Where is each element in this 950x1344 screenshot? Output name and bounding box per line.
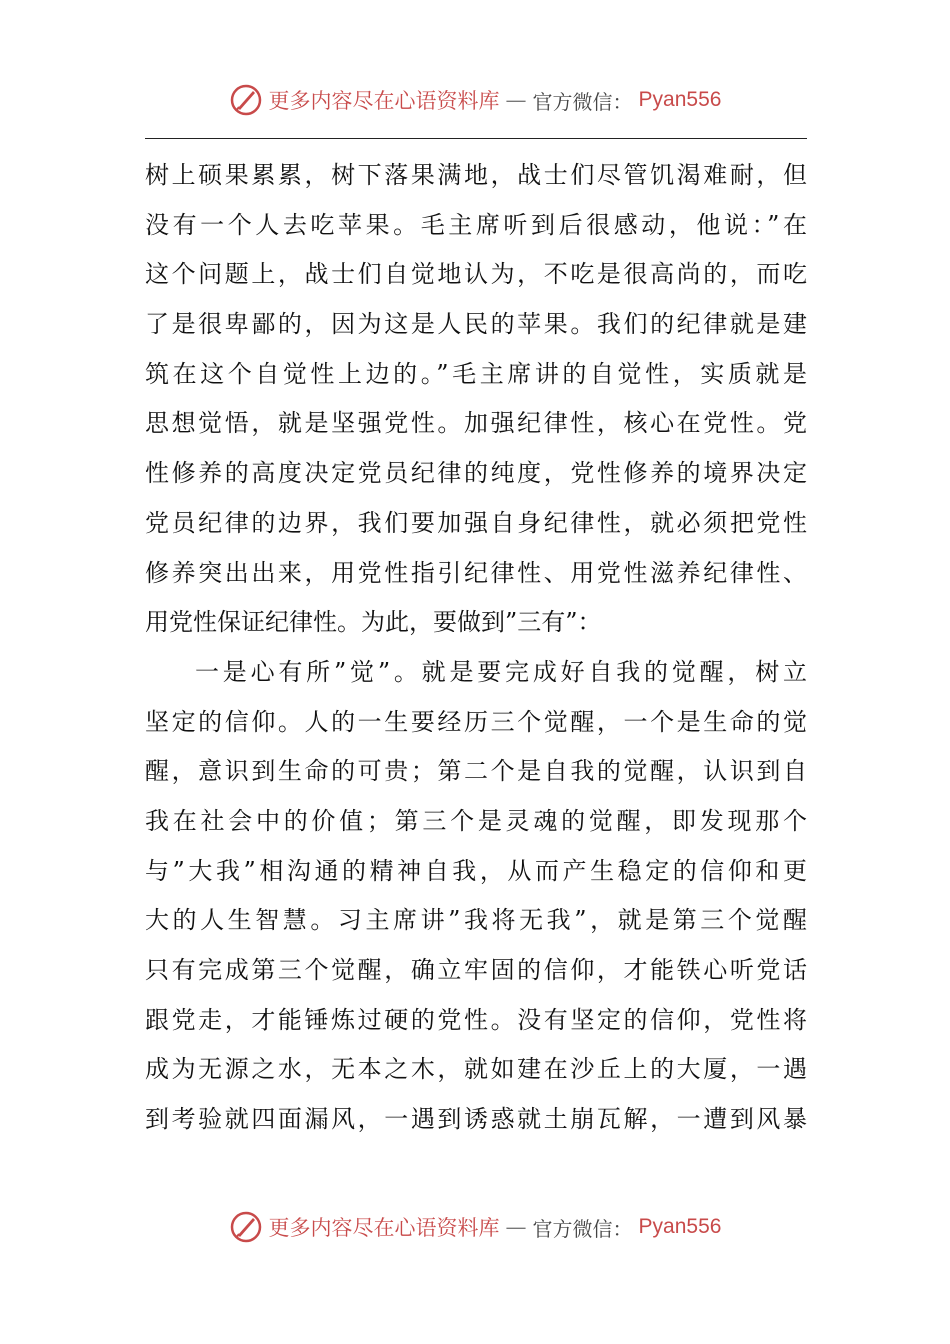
body-line-6: 思想觉悟，就是坚强党性。加强纪律性，核心在党性。党 [145,409,807,438]
footer-site-text: 更多内容尽在心语资料库 [268,1216,500,1240]
body-line-4: 了是很卑鄙的，因为这是人民的苹果。我们的纪律就是建 [145,310,807,339]
footer-wechat-id: Pyan556 [638,1215,722,1238]
body-line-11: 一是心有所”觉”。就是要完成好自我的觉醒，树立 [195,657,807,686]
header-wechat-id: Pyan556 [638,88,722,111]
header-banner [0,83,950,117]
body-line-13: 醒，意识到生命的可贵；第二个是自我的觉醒，认识到自 [145,757,807,786]
body-line-10: 用党性保证纪律性。为此，要做到”三有”： [145,608,602,637]
body-line-9: 修养突出出来，用党性指引纪律性、用党性滋养纪律性、 [145,558,807,587]
header-site-text: 更多内容尽在心语资料库 [268,89,500,113]
body-line-5: 筑在这个自觉性上边的。”毛主席讲的自觉性，实质就是 [145,359,807,388]
body-line-15: 与”大我”相沟通的精神自我，从而产生稳定的信仰和更 [145,856,807,885]
quill-logo-icon [229,1210,263,1244]
body-line-20: 到考验就四面漏风，一遇到诱惑就土崩瓦解，一遭到风暴 [145,1105,807,1134]
footer-wechat-label: 官方微信： [532,1216,633,1241]
document-body [145,151,807,1145]
body-line-12: 坚定的信仰。人的一生要经历三个觉醒，一个是生命的觉 [145,707,807,736]
body-line-14: 我在社会中的价值；第三个是灵魂的觉醒，即发现那个 [145,806,807,835]
footer-dash: — [505,1215,527,1239]
body-line-18: 跟党走，才能锤炼过硬的党性。没有坚定的信仰，党性将 [145,1005,807,1034]
header-wechat-label: 官方微信： [532,89,633,114]
header-divider [145,138,807,139]
quill-logo-icon [229,83,263,117]
body-line-1: 树上硕果累累，树下落果满地，战士们尽管饥渴难耐，但 [145,161,807,189]
body-line-19: 成为无源之水，无本之木，就如建在沙丘上的大厦，一遇 [145,1055,807,1084]
body-line-16: 大的人生智慧。习主席讲”我将无我”，就是第三个觉醒 [145,906,807,935]
body-line-8: 党员纪律的边界，我们要加强自身纪律性，就必须把党性 [145,508,807,537]
body-line-17: 只有完成第三个觉醒，确立牢固的信仰，才能铁心听党话 [145,956,807,984]
body-line-2: 没有一个人去吃苹果。毛主席听到后很感动，他说：”在 [145,210,807,239]
footer-banner [0,1210,950,1244]
body-line-3: 这个问题上，战士们自觉地认为，不吃是很高尚的，而吃 [145,260,807,289]
header-dash: — [505,88,527,112]
body-line-7: 性修养的高度决定党员纪律的纯度，党性修养的境界决定 [145,459,807,488]
